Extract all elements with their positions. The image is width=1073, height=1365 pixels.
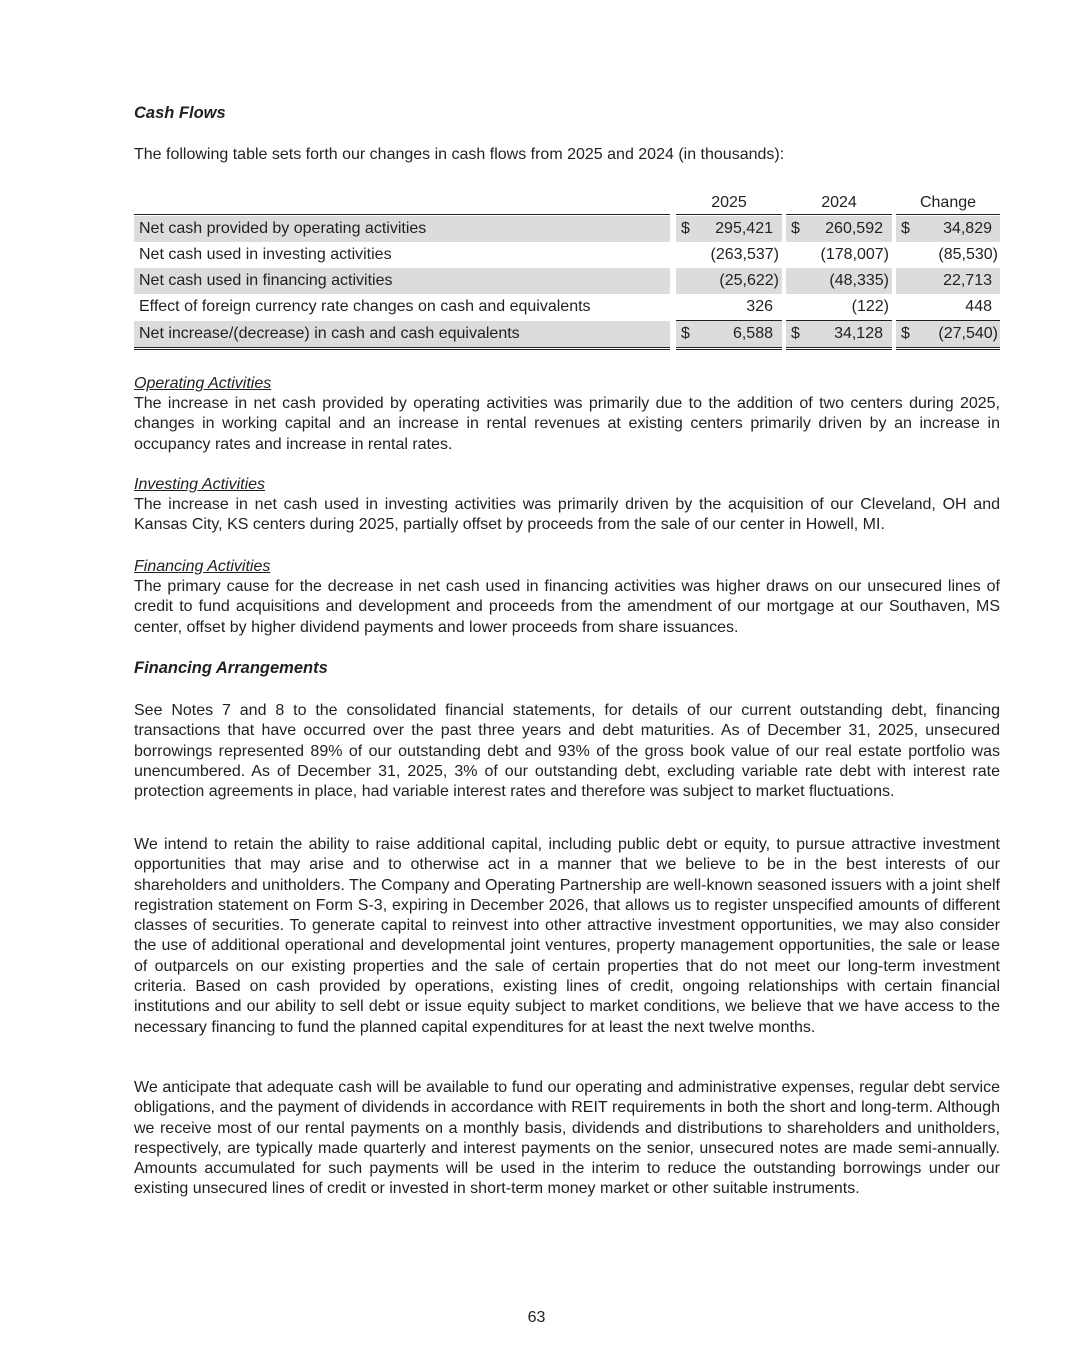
value-change: 34,829 [943,220,992,237]
currency-symbol: $ [901,220,910,237]
currency-symbol: $ [901,325,910,342]
section-title-cash-flows: Cash Flows [134,104,226,122]
value-2025: 6,588 [732,325,773,342]
value-change: 22,713 [943,272,992,289]
table-intro: The following table sets forth our changes in cash flows from 2025 and 2024 (in thousands): [134,146,785,163]
value-2024: 260,592 [825,220,883,237]
investing-activities-text: The increase in net cash used in investing activities was primarily driven by the acquisition of our Cleveland, OH and Kansas City, KS centers during 2025, partially offset by proceeds from the sale of our center in Howell, MI. [134,496,1000,534]
column-header-2024: 2024 [821,194,857,211]
total-double-rule [896,347,1000,350]
value-2024: 34,128 [834,325,883,342]
row-label: Net increase/(decrease) in cash and cash equivalents [139,325,520,342]
header-rule [676,214,782,215]
value-change: (85,530) [938,246,998,263]
section-title-financing-arrangements: Financing Arrangements [134,659,328,677]
page-number: 63 [527,1309,546,1326]
value-2024: (122) [851,298,889,315]
subheading-financing-activities: Financing Activities [134,558,271,575]
subheading-operating-activities: Operating Activities [134,375,272,392]
financing-arrangements-paragraph-3: We anticipate that adequate cash will be available to fund our operating and administrative expenses, regular debt service obligations, and the payment of dividends in accordance with REIT requirements in both the short and long-term. Although we receive most of our rental payments on a monthly basis, dividends and distributions to shareholders and unitholders, respectively, are typically made quarterly and interest payments on the senior, unsecured notes are made semi-annually. Amounts accumulated for such payments will be used in the interim to reduce the outstanding borrowings under our existing unsecured lines of credit or invested in short-term money market or other suitable instruments. [134,1079,1000,1198]
table-row [134,216,1000,242]
value-2025: (25,622) [719,272,779,289]
row-label: Effect of foreign currency rate changes on cash and equivalents [139,298,591,315]
currency-symbol: $ [791,220,800,237]
value-change: (27,540) [938,325,998,342]
financing-arrangements-paragraph-2: We intend to retain the ability to raise additional capital, including public debt or equity, to pursue attractive investment opportunities that may arise and to otherwise act in a manner that we believe to be in the best interests of our shareholders and unitholders. The Company and Operating Partnership are well-known seasoned issuers with a joint shelf registration statement on Form S-3, expiring in December 2026, that allows us to register unspecified amounts of different classes of securities. To generate capital to reinvest into other attractive investment opportunities, we may also consider the use of additional operational and developmental joint ventures, property management opportunities, the sale or lease of outparcels on our existing properties and the sale of certain properties that do not meet our long-term investment criteria. Based on cash provided by operations, existing lines of credit, ongoing relationships with certain financial institutions and our ability to sell debt or issue equity subject to market conditions, we believe that we have access to the necessary financing to fund the planned capital expenditures for at least the next twelve months. [134,836,1000,1036]
header-rule [134,214,670,215]
table-row-total [134,321,1000,347]
total-double-rule [786,347,892,350]
value-2025: 295,421 [715,220,773,237]
operating-activities-text: The increase in net cash provided by operating activities was primarily due to the addition of two centers during 2025, changes in working capital and an increase in rental revenues at existing centers primarily driven by an increase in occupancy rates and increase in rental rates. [134,395,1000,453]
row-label: Net cash used in financing activities [139,272,393,289]
table-row [134,268,1000,294]
subheading-investing-activities: Investing Activities [134,476,266,493]
value-2025: 326 [746,298,773,315]
column-header-2025: 2025 [711,194,747,211]
value-2024: (178,007) [820,246,889,263]
column-header-change: Change [919,194,977,211]
value-2024: (48,335) [829,272,889,289]
financing-activities-text: The primary cause for the decrease in net cash used in financing activities was higher draws on our unsecured lines of credit to fund acquisitions and development and proceeds from the amendment of our mortgage at our Southaven, MS center, offset by higher dividend payments and lower proceeds from share issuances. [134,578,1000,636]
table-row [134,294,1000,320]
value-2025: (263,537) [710,246,779,263]
row-label: Net cash provided by operating activities [139,220,427,237]
currency-symbol: $ [681,325,690,342]
total-double-rule [134,347,670,350]
row-label: Net cash used in investing activities [139,246,392,263]
currency-symbol: $ [791,325,800,342]
header-rule [786,214,892,215]
header-rule [896,214,1000,215]
currency-symbol: $ [681,220,690,237]
financing-arrangements-paragraph-1: See Notes 7 and 8 to the consolidated financial statements, for details of our current outstanding debt, financing transactions that have occurred over the past three years and debt maturities. As of December 31, 2025, unsecured borrowings represented 89% of our outstanding debt and 93% of the gross book value of our real estate portfolio was unencumbered. As of December 31, 2025, 3% of our outstanding debt, excluding variable rate debt with interest rate protection agreements in place, had variable interest rates and therefore was subject to market fluctuations. [134,702,1000,801]
total-double-rule [676,347,782,350]
table-row [134,242,1000,268]
value-change: 448 [965,298,992,315]
